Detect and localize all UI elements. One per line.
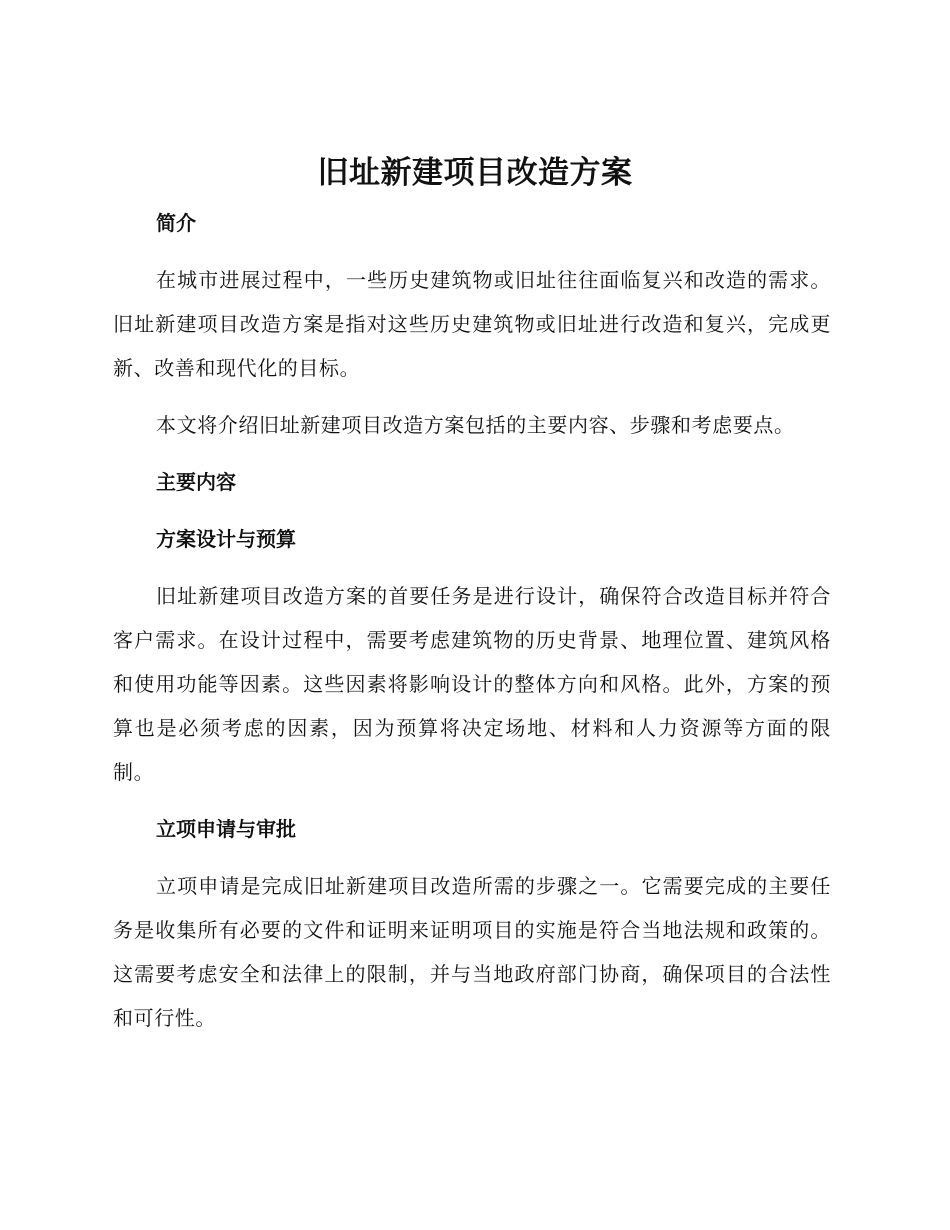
section-heading-main-content: 主要内容 — [156, 470, 236, 494]
paragraph-intro-1: 在城市进展过程中，一些历史建筑物或旧址往往面临复兴和改造的需求。旧址新建项目改造方案是指对这些历史建筑物或旧址进行改造和复兴，完成更新、改善和现代化的目标。 — [113, 268, 831, 380]
paragraph-approval: 立项申请是完成旧址新建项目改造所需的步骤之一。它需要完成的主要任务是收集所有必要的文件和证明来证明项目的实施是符合当地法规和政策的。这需要考虑安全和法律上的限制，并与当地政府部门协商，确保项目的合法性和可行性。 — [113, 874, 831, 1030]
section-heading-intro: 简介 — [156, 211, 196, 235]
document-title: 旧址新建项目改造方案 — [317, 155, 633, 191]
document-body — [113, 201, 831, 1053]
paragraph-design-budget: 旧址新建项目改造方案的首要任务是进行设计，确保符合改造目标并符合客户需求。在设计过程中，需要考虑建筑物的历史背景、地理位置、建筑风格和使用功能等因素。这些因素将影响设计的整体方向和风格。此外，方案的预算也是必须考虑的因素，因为预算将决定场地、材料和人力资源等方面的限制。 — [113, 584, 831, 784]
subsection-heading-design-budget: 方案设计与预算 — [156, 527, 296, 551]
subsection-heading-approval: 立项申请与审批 — [156, 817, 296, 841]
paragraph-intro-2: 本文将介绍旧址新建项目改造方案包括的主要内容、步骤和考虑要点。 — [156, 413, 795, 437]
